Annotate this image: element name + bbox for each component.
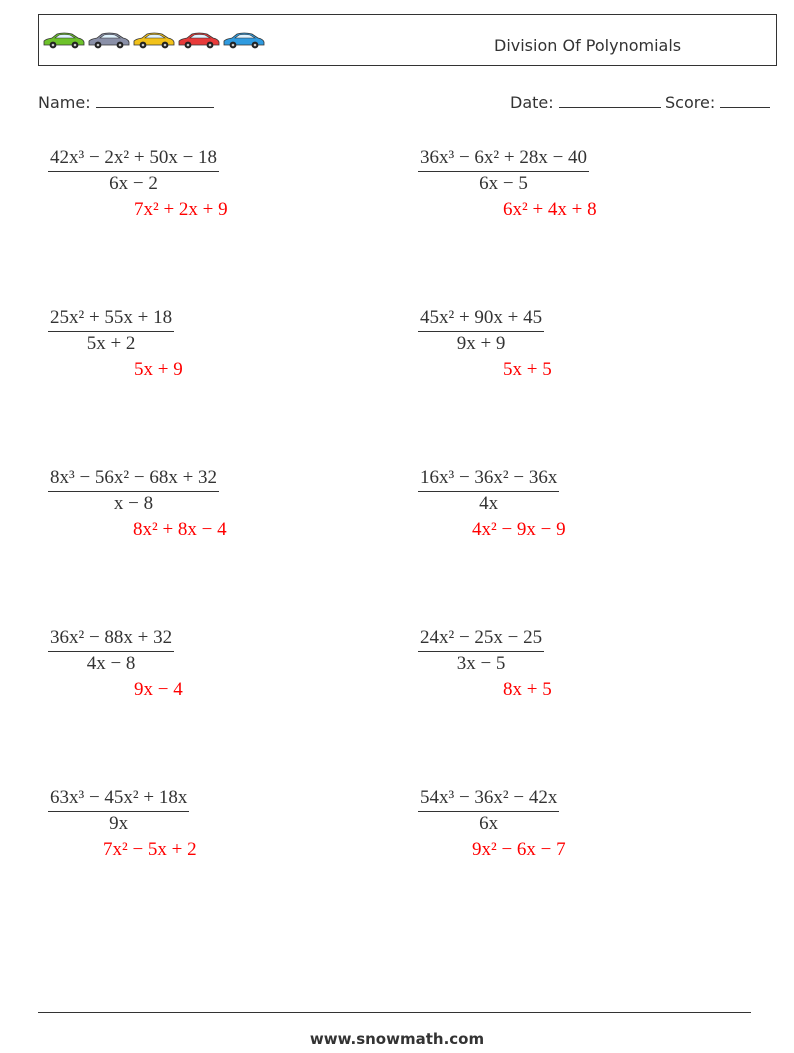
problem-9 — [48, 787, 189, 835]
fraction — [418, 787, 559, 835]
fraction — [48, 627, 174, 675]
denominator: 9x + 9 — [456, 333, 506, 354]
answer-10: 9x² − 6x − 7 — [472, 839, 566, 860]
problem-4 — [418, 307, 544, 355]
numerator: 42x³ − 2x² + 50x − 18 — [48, 147, 219, 172]
numerator: 63x³ − 45x² + 18x — [48, 787, 189, 812]
logo-cars — [42, 31, 272, 53]
date-blank[interactable] — [559, 93, 661, 108]
date-label: Date: — [510, 93, 554, 112]
numerator: 24x² − 25x − 25 — [418, 627, 544, 652]
score-blank[interactable] — [720, 93, 770, 108]
numerator: 54x³ − 36x² − 42x — [418, 787, 559, 812]
fraction — [48, 787, 189, 835]
answer-8: 8x + 5 — [503, 679, 552, 700]
fraction — [48, 307, 174, 355]
numerator: 25x² + 55x + 18 — [48, 307, 174, 332]
denominator: 6x — [479, 813, 499, 834]
answer-2: 6x² + 4x + 8 — [503, 199, 597, 220]
fraction — [418, 147, 589, 195]
answer-7: 9x − 4 — [134, 679, 183, 700]
car-icon — [89, 33, 129, 48]
problem-6 — [418, 467, 559, 515]
score-field — [665, 93, 770, 112]
fraction — [418, 307, 544, 355]
score-label: Score: — [665, 93, 716, 112]
header-box — [38, 14, 777, 66]
cars-icon — [42, 31, 272, 51]
denominator: 3x − 5 — [456, 653, 506, 674]
name-field — [38, 93, 214, 112]
name-label: Name: — [38, 93, 91, 112]
fraction — [418, 467, 559, 515]
worksheet-title: Division Of Polynomials — [494, 36, 682, 55]
answer-9: 7x² − 5x + 2 — [103, 839, 197, 860]
answer-4: 5x + 5 — [503, 359, 552, 380]
fraction — [48, 147, 219, 195]
problem-8 — [418, 627, 544, 675]
numerator: 8x³ − 56x² − 68x + 32 — [48, 467, 219, 492]
car-icon — [44, 33, 84, 48]
answer-5: 8x² + 8x − 4 — [133, 519, 227, 540]
denominator: 4x — [479, 493, 499, 514]
numerator: 45x² + 90x + 45 — [418, 307, 544, 332]
date-field — [510, 93, 661, 112]
fraction — [48, 467, 219, 515]
answer-1: 7x² + 2x + 9 — [134, 199, 228, 220]
numerator: 36x³ − 6x² + 28x − 40 — [418, 147, 589, 172]
problem-5 — [48, 467, 219, 515]
name-blank[interactable] — [96, 93, 214, 108]
problem-3 — [48, 307, 174, 355]
denominator: x − 8 — [113, 493, 154, 514]
denominator: 6x − 5 — [479, 173, 528, 194]
car-icon — [179, 33, 219, 48]
answer-6: 4x² − 9x − 9 — [472, 519, 566, 540]
answer-3: 5x + 9 — [134, 359, 183, 380]
denominator: 4x − 8 — [86, 653, 136, 674]
numerator: 16x³ − 36x² − 36x — [418, 467, 559, 492]
car-icon — [224, 33, 264, 48]
problem-2 — [418, 147, 589, 195]
footer-divider — [38, 1012, 751, 1013]
fraction — [418, 627, 544, 675]
footer-website[interactable]: www.snowmath.com — [309, 1030, 485, 1048]
numerator: 36x² − 88x + 32 — [48, 627, 174, 652]
car-icon — [134, 33, 174, 48]
denominator: 6x − 2 — [109, 173, 158, 194]
denominator: 5x + 2 — [86, 333, 136, 354]
problem-7 — [48, 627, 174, 675]
problem-1 — [48, 147, 219, 195]
denominator: 9x — [109, 813, 129, 834]
problem-10 — [418, 787, 559, 835]
